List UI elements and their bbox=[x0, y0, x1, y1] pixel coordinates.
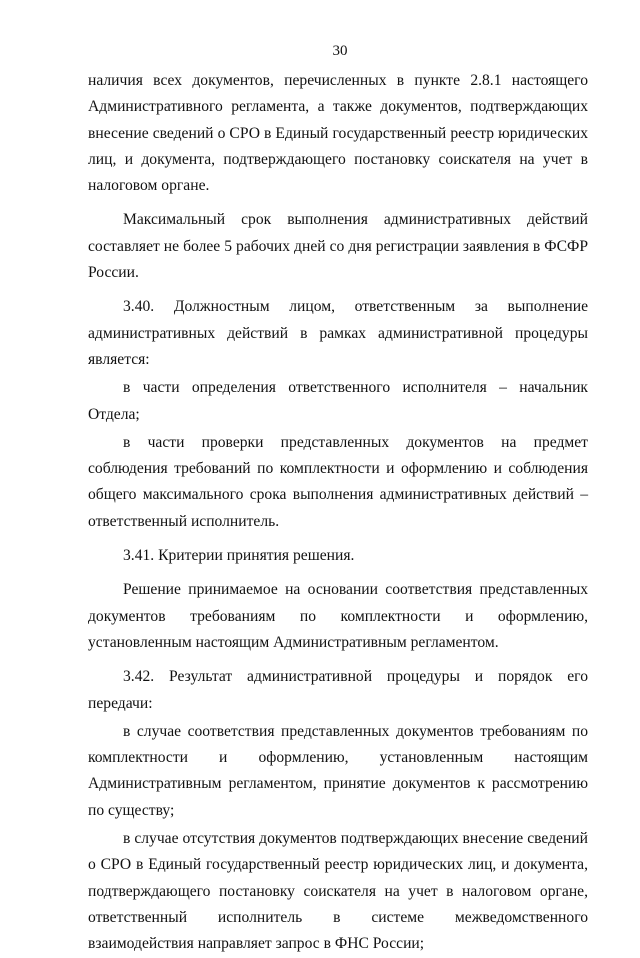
paragraph-responsible-executor: в части определения ответственного исполнителя – начальник Отдела; bbox=[88, 379, 588, 423]
paragraph-compliance-case: в случае соответствия представленных документов требованиям по комплектности и оформлению, установленным настоящим Административным регламентом, принятие документов к рассмотрению по существу; bbox=[88, 722, 588, 819]
paragraph-continuation: наличия всех документов, перечисленных в пункте 2.8.1 настоящего Административного регламента, а также документов, подтверждающих внесение сведений о СРО в Единый государственный реестр юридических лиц, и документа, подтверждающего постановку соискателя на учет в налоговом органе. bbox=[88, 72, 588, 195]
paragraph-3-41: 3.41. Критерии принятия решения. bbox=[123, 547, 355, 565]
paragraph-3-40: 3.40. Должностным лицом, ответственным за выполнение административных действий в рамках административной процедуры является: bbox=[88, 298, 588, 368]
page-number: 30 bbox=[332, 43, 348, 59]
paragraph-absence-case: в случае отсутствия документов подтверждающих внесение сведений о СРО в Единый государственный реестр юридических лиц, и документа, подтверждающего постановку соискателя на учет в налоговом органе, ответственный исполнитель в системе межведомственного взаимодействия направляет запрос в ФНС России; bbox=[88, 830, 588, 953]
paragraph-document-check: в части проверки представленных документов на предмет соблюдения требований по комплектности и оформлению и соблюдения общего максимального срока выполнения административных действий – ответственный исполнитель. bbox=[88, 433, 588, 530]
document-body bbox=[88, 68, 588, 958]
paragraph-max-term: Максимальный срок выполнения административных действий составляет не более 5 рабочих дней со дня регистрации заявления в ФСФР России. bbox=[88, 211, 588, 282]
paragraph-3-42: 3.42. Результат административной процедуры и порядок его передачи: bbox=[88, 668, 588, 712]
paragraph-decision: Решение принимаемое на основании соответствия представленных документов требованиям по комплектности и оформлению, установленным настоящим Административным регламентом. bbox=[88, 581, 588, 651]
